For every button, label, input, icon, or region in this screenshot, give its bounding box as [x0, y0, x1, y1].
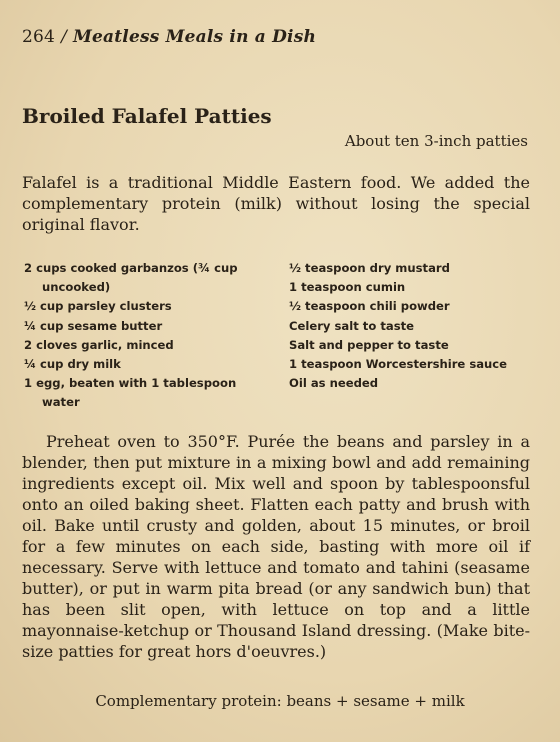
- ingredient-item: ¼ cup sesame butter: [24, 318, 163, 333]
- ingredient-item: 2 cups cooked garbanzos (¾ cup uncooked): [24, 261, 238, 295]
- ingredient-item: ½ teaspoon dry mustard: [289, 261, 450, 275]
- ingredient-item: 1 teaspoon Worcestershire sauce: [289, 357, 508, 372]
- book-title: Meatless Meals in a Dish: [73, 27, 317, 47]
- running-head-separator: /: [61, 27, 67, 47]
- running-head: [22, 27, 316, 47]
- ingredient-item: Salt and pepper to taste: [289, 337, 449, 352]
- recipe-title: Broiled Falafel Patties: [22, 104, 272, 128]
- ingredient-item: 2 cloves garlic, minced: [24, 337, 174, 352]
- recipe-method: Preheat oven to 350°F. Purée the beans and parsley in a blender, then put mixture in a mixing bowl and add remaining ingredients except oil. Mix well and spoon by tablespoonsful onto an oiled baking sheet. Flatten each patty and brush with oil. Bake until crusty and golden, about 15 minutes, or broil for a few minutes on each side, basting with more oil if necessary. Serve with lettuce and tomato and tahini (seasame butter), or put in warm pita bread (or any sandwich bun) that has been slit open, with lettuce on top and a little mayonnaise-ketchup or Thousand Island dressing. (Make bite-size patties for great hors d'oeuvres.): [22, 432, 530, 661]
- ingredient-item: 1 teaspoon cumin: [289, 280, 406, 295]
- ingredient-item: ½ teaspoon chili powder: [289, 299, 450, 314]
- ingredients-column-left: [24, 259, 274, 413]
- ingredient-item: Celery salt to taste: [289, 318, 415, 333]
- ingredient-item: 1 egg, beaten with 1 tablespoon water: [24, 376, 237, 410]
- ingredient-item: Oil as needed: [289, 376, 379, 391]
- ingredients-column-right: [289, 259, 539, 393]
- recipe-intro: Falafel is a traditional Middle Eastern food. We added the complementary protein (milk) without losing the special original flavor.: [22, 173, 530, 234]
- page-number: 264: [22, 27, 56, 47]
- complementary-protein-note: Complementary protein: beans + sesame + milk: [95, 692, 465, 710]
- ingredient-item: ¼ cup dry milk: [24, 357, 121, 372]
- recipe-yield: About ten 3-inch patties: [344, 132, 528, 150]
- ingredient-item: ½ cup parsley clusters: [24, 299, 172, 314]
